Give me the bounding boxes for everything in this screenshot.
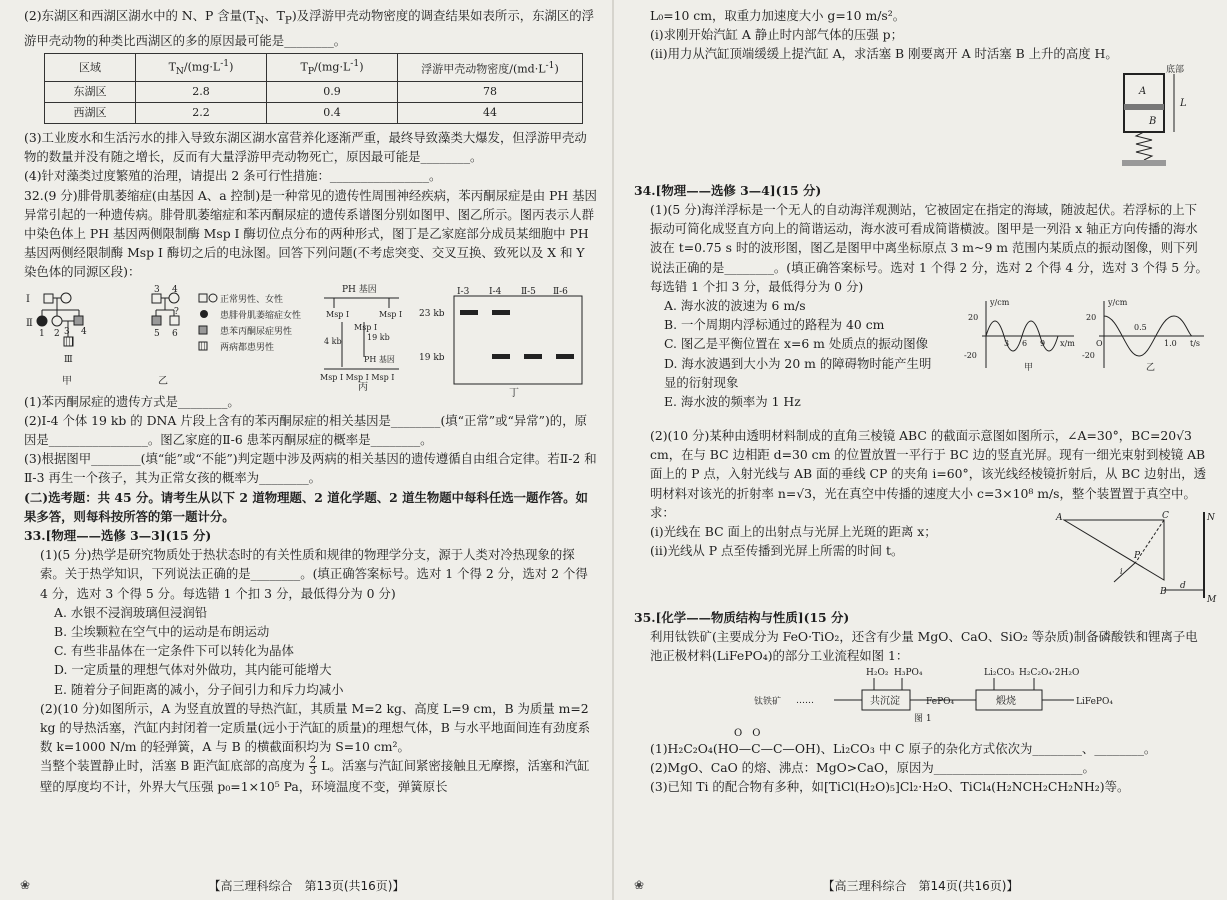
svg-text:患苯丙酮尿症男性: 患苯丙酮尿症男性: [220, 326, 293, 337]
svg-text:钛铁矿: 钛铁矿: [754, 696, 782, 707]
svg-text:20: 20: [1086, 313, 1097, 323]
svg-text:y/cm: y/cm: [990, 298, 1010, 308]
q31-2: (2)东湖区和西湖区湖水中的 N、P 含量($T_N$、$T_P$)及浮游甲壳动物密度的调查结果如表所示，东湖区的浮游甲壳动物的种类比西湖区的多的原因最可能是________。: [24, 8, 595, 48]
table-cell: 2.2: [136, 102, 267, 123]
q35-3: (3)已知 Ti 的配合物有多种，如[TiCl(H₂O)₅]Cl₂·H₂O、TiCl₄(H₂NCH₂CH₂NH₂)等。: [650, 779, 1130, 795]
q31-4: (4)针对藻类过度繁殖的治理，请提出 2 条可行性措施：________________。: [24, 168, 442, 184]
q33-cont-3: (ⅱ)用力从汽缸顶端缓缓上提汽缸 A，求活塞 B 刚要离开 A 时活塞 B 上升的高度 H。: [650, 46, 1118, 62]
svg-text:图 1: 图 1: [914, 713, 932, 724]
svg-text:3: 3: [1004, 339, 1010, 349]
svg-text:6: 6: [172, 328, 178, 339]
q34-2-ii: (ⅱ)光线从 P 点至传播到光屏上所需的时间 t。: [650, 543, 904, 559]
q33-cont-1: L₀=10 cm，取重力加速度大小 g=10 m/s²。: [650, 8, 906, 23]
q35-title: 35.[化学——物质结构与性质](15 分): [634, 610, 850, 626]
svg-text:20: 20: [968, 313, 979, 323]
q33-2: (2)(10 分)如图所示，A 为竖直放置的导热汽缸，其质量 M=2 kg、高度 L=9 cm，B 为质量 m=2 kg 的导热活塞，汽缸内封闭着一定质量(远小于汽缸的质量)的理想气体，B 与水平地面间连有劲度系数 k=1000 N/m 的轻弹簧，A 与 B 的横截面积均为 S=10 cm²。: [40, 700, 591, 755]
q32-3: (3)根据图甲________(填“能”或“不能”)判定题中涉及两病的相关基因的遗传遵循自由组合定律。若Ⅱ-2 和Ⅱ-3 再生一个孩子，其为正常女孩的概率为________。: [24, 451, 597, 486]
svg-text:3: 3: [64, 326, 70, 337]
survey-table: [44, 53, 583, 124]
svg-text:Li₂CO₃: Li₂CO₃: [984, 667, 1015, 678]
table-header-row: [45, 53, 583, 81]
svg-text:患腓骨肌萎缩症女性: 患腓骨肌萎缩症女性: [220, 310, 302, 321]
q34-title: 34.[物理——选修 3—4](15 分): [634, 182, 822, 198]
pedigree-figure: [24, 282, 599, 399]
svg-text:P: P: [1134, 551, 1141, 562]
table-cell: 0.4: [267, 102, 398, 123]
table-cell: 西湖区: [45, 102, 136, 123]
svg-text:M: M: [1207, 595, 1217, 606]
svg-text:……: ……: [796, 695, 814, 706]
svg-text:Ⅲ: Ⅲ: [64, 354, 73, 365]
table-cell: 2.8: [136, 81, 267, 102]
svg-text:d: d: [1180, 581, 1186, 592]
fraction: $\frac{2}{3}$: [309, 755, 317, 778]
svg-text:FePO₄: FePO₄: [926, 696, 955, 707]
svg-text:1: 1: [39, 328, 45, 339]
q33-option: C. 有些非晶体在一定条件下可以转化为晶体: [54, 643, 294, 659]
table-cell: 78: [398, 81, 583, 102]
q33-option: A. 水银不浸润玻璃但浸润铅: [54, 604, 208, 620]
svg-text:N: N: [1207, 513, 1215, 524]
q33-1: (1)(5 分)热学是研究物质处于热状态时的有关性质和规律的物理学分支，源于人类对冷热现象的探索。关于热学知识，下列说法正确的是________。(填正确答案标号。选对 1 个得 2 分，选对 2 个得 4 分，选对 3 个得 5 分。每选错 1 个扣 3 分，最低得分为 0 分): [40, 547, 588, 601]
svg-text:4: 4: [172, 284, 178, 295]
svg-text:甲: 甲: [1024, 363, 1034, 374]
q34-2: (2)(10 分)某种由透明材料制成的直角三棱镜 ABC 的截面示意图如图所示，∠A=30°，BC=20√3 cm，在与 BC 边相距 d=30 cm 的位置放置一平行于 BC 边的竖直光屏。现有一细光束射到棱镜 AB 面上的 P 点，入射光线与 AB 面的垂线 CP 的夹角 i=60°，该光线经棱镜折射后，从 BC 边射出，透明材料对该光的折射率 n=√3，光在真空中传播的速度大小 c=3×10⁸ m/s，整个装置置于真空中。求：: [650, 428, 1207, 520]
table-cell: 东湖区: [45, 81, 136, 102]
q33-option: E. 随着分子间距离的减小，分子间引力和斥力均减小: [54, 681, 344, 697]
q35-2: (2)MgO、CaO 的熔、沸点：MgO>CaO，原因为________________________。: [650, 760, 1095, 776]
svg-text:1.0: 1.0: [1164, 339, 1177, 349]
svg-text:LiFePO₄: LiFePO₄: [1076, 696, 1113, 707]
svg-text:O: O: [1096, 339, 1103, 349]
svg-text:4: 4: [81, 326, 87, 337]
label-jia: 甲: [62, 375, 72, 387]
svg-text:t/s: t/s: [1190, 339, 1201, 349]
svg-text:23 kb: 23 kb: [419, 308, 445, 319]
svg-text:2: 2: [54, 328, 60, 339]
svg-text:Ⅱ: Ⅱ: [26, 317, 33, 329]
svg-text:i: i: [1120, 567, 1123, 577]
svg-text:x/m: x/m: [1060, 339, 1075, 349]
svg-text:H₃PO₄: H₃PO₄: [894, 667, 923, 678]
publisher-logo-icon: ❀: [634, 878, 645, 892]
svg-text:Ⅰ: Ⅰ: [26, 293, 30, 305]
q33-title: 33.[物理——选修 3—3](15 分): [24, 527, 212, 543]
svg-text:H₂C₂O₄·2H₂O: H₂C₂O₄·2H₂O: [1019, 667, 1080, 678]
svg-text:6: 6: [1022, 339, 1028, 349]
page-footer: 【高三理科综合 第13页(共16页)】: [208, 879, 405, 893]
svg-text:5: 5: [154, 328, 160, 339]
table-row: [45, 102, 583, 123]
wave-graphs: [964, 296, 1209, 376]
table-cell: 44: [398, 102, 583, 123]
svg-text:Msp Ⅰ: Msp Ⅰ: [354, 322, 378, 332]
svg-text:A: A: [1056, 513, 1063, 524]
svg-text:Ⅰ-4: Ⅰ-4: [489, 286, 502, 297]
svg-text:19 kb: 19 kb: [367, 332, 390, 342]
svg-text:两病都患男性: 两病都患男性: [220, 342, 275, 353]
q31-3: (3)工业废水和生活污水的排入导致东湖区湖水富营养化逐渐严重，最终导致藻类大爆发，但浮游甲壳动物的数量并没有随之增长，反而有大量浮游甲壳动物死亡，原因最可能是________。: [24, 129, 587, 165]
restriction-map-bing: [320, 283, 402, 393]
electrophoresis-ding: [419, 287, 582, 399]
label-yi: 乙: [158, 375, 168, 387]
table-cell: 0.9: [267, 81, 398, 102]
svg-text:PH 基因: PH 基因: [342, 284, 377, 295]
q33-option: D. 一定质量的理想气体对外做功，其内能可能增大: [54, 662, 332, 678]
table-header: $T_N/(mg\cdot L^{-1})$: [136, 53, 267, 81]
page-footer: 【高三理科综合 第14页(共16页)】: [822, 879, 1019, 893]
q33-2-text: 当整个装置静止时，活塞 B 距汽缸底部的高度为: [40, 758, 305, 774]
q34-1: (1)(5 分)海洋浮标是一个无人的自动海洋观测站，它被固定在指定的海域，随波起伏。若浮标的上下振动可简化成竖直方向上的简谐运动，海水波可看成简谐横波。图甲是一列沿 x 轴正方向传播的海水波在 t=0.75 s 时的波形图，图乙是图甲中离坐标原点 3 m~9 m 范围内某质点的振动图像，则下列说法正确的是________。(填正确答案标号。选对 1 个得 2 分，选对 2 个得 4 分，选对 3 个得 5 分。每选错 1 个扣 3 分，最低得分为 0 分): [650, 202, 1208, 294]
svg-text:B: B: [1149, 115, 1157, 127]
q33-2-text-2: L。活塞与汽缸间紧密接触且无摩擦，活塞和汽缸壁的厚度均不计，外界大气压强 p₀=1×10⁵ Pa，环境温度不变，弹簧原长: [40, 758, 590, 795]
svg-text:正常男性、女性: 正常男性、女性: [220, 294, 284, 305]
svg-text:丙: 丙: [358, 381, 368, 393]
svg-text:C: C: [1162, 511, 1169, 522]
svg-text:底部: 底部: [1166, 64, 1185, 75]
wave-graph-jia: [964, 298, 1075, 373]
q32-2: (2)Ⅰ-4 个体 19 kb 的 DNA 片段上含有的苯丙酮尿症的相关基因是________(填“正常”或“异常”)的，原因是________________。图乙家庭的Ⅱ-6 患苯丙酮尿症的概率是________。: [24, 412, 587, 447]
svg-text:Ⅱ-5: Ⅱ-5: [521, 286, 536, 297]
q34-option: A. 海水波的波速为 6 m/s: [664, 298, 806, 314]
svg-text:PH 基因: PH 基因: [364, 354, 395, 364]
table-header: $T_P/(mg\cdot L^{-1})$: [267, 53, 398, 81]
q34-option: B. 一个周期内浮标通过的路程为 40 cm: [664, 317, 885, 333]
q33-cont-2: (ⅰ)求刚开始汽缸 A 静止时内部气体的压强 p；: [650, 27, 903, 43]
q33-option: B. 尘埃颗粒在空气中的运动是布朗运动: [54, 623, 270, 639]
q34-2-i: (ⅰ)光线在 BC 面上的出射点与光屏上光斑的距离 x；: [650, 524, 937, 540]
flowchart-figure: [634, 666, 1209, 724]
cylinder-figure: [634, 64, 1209, 176]
wave-graph-yi: [1082, 298, 1204, 373]
page-13: [0, 0, 613, 900]
svg-text:Ⅰ-3: Ⅰ-3: [457, 286, 470, 297]
q34-options-block: [634, 296, 1209, 426]
q34-2-sub-block: [634, 511, 1217, 608]
svg-text:共沉淀: 共沉淀: [870, 695, 900, 707]
svg-text:Msp Ⅰ: Msp Ⅰ: [379, 309, 403, 319]
table-header: 区域: [45, 53, 136, 81]
svg-text:丁: 丁: [509, 387, 519, 399]
table-header: 浮游甲壳动物密度$/(md\cdot L^{-1})$: [398, 53, 583, 81]
svg-text:4 kb: 4 kb: [324, 336, 342, 346]
svg-text:L: L: [1180, 97, 1187, 109]
svg-text:?: ?: [174, 306, 179, 317]
page-14: [614, 0, 1227, 900]
publisher-logo-icon: ❀: [20, 878, 31, 892]
svg-text:A: A: [1139, 85, 1147, 97]
svg-text:煅烧: 煅烧: [996, 695, 1016, 707]
svg-text:y/cm: y/cm: [1108, 298, 1128, 308]
prism-figure: [1054, 510, 1217, 610]
svg-text:19 kb: 19 kb: [419, 352, 445, 363]
svg-text:Ⅱ-6: Ⅱ-6: [553, 286, 568, 297]
q33-2-cont: [24, 756, 599, 796]
q34-option: C. 图乙是平衡位置在 x=6 m 处质点的振动图像: [664, 336, 928, 352]
svg-text:9: 9: [1040, 339, 1046, 349]
svg-text:3: 3: [154, 284, 160, 295]
q35-stem: 利用钛铁矿(主要成分为 FeO·TiO₂，还含有少量 MgO、CaO、SiO₂ 等杂质)制备磷酸铁和锂离子电池正极材料(LiFePO₄)的部分工业流程如图 1：: [650, 629, 1198, 664]
svg-text:Msp Ⅰ Msp Ⅰ Msp Ⅰ: Msp Ⅰ Msp Ⅰ Msp Ⅰ: [320, 372, 395, 382]
svg-text:-20: -20: [964, 351, 977, 361]
svg-text:乙: 乙: [1146, 363, 1156, 374]
q32-1: (1)苯丙酮尿症的遗传方式是________。: [24, 393, 240, 409]
q34-option: E. 海水波的频率为 1 Hz: [664, 394, 801, 410]
svg-text:Msp Ⅰ: Msp Ⅰ: [326, 309, 350, 319]
svg-text:B: B: [1160, 587, 1167, 598]
section-elective: (二)选考题：共 45 分。请考生从以下 2 道物理题、2 道化学题、2 道生物题中每科任选一题作答。如果多答，则每科按所答的第一题计分。: [24, 489, 588, 524]
q34-option: D. 海水波遇到大小为 20 m 的障碍物时能产生明显的衍射现象: [664, 355, 932, 390]
oxalic-acid-oxygens: O O: [734, 727, 761, 739]
pedigree-legend: [199, 293, 301, 353]
q34-options: [634, 296, 934, 411]
svg-text:0.5: 0.5: [1134, 323, 1147, 333]
svg-text:-20: -20: [1082, 351, 1095, 361]
table-row: [45, 81, 583, 102]
svg-text:H₂O₂: H₂O₂: [866, 667, 889, 678]
q32-stem: 32.(9 分)腓骨肌萎缩症(由基因 A、a 控制)是一种常见的遗传性周围神经疾病，苯丙酮尿症是由 PH 基因异常引起的一种遗传病。腓骨肌萎缩症和苯丙酮尿症的遗传系谱图分别如图甲、图乙所示。图丙表示人群中染色体上 PH 基因两侧限制酶 Msp Ⅰ 酶切位点分布的两种形式，图丁是乙家庭部分成员某细胞中 PH 基因两侧经限制酶 Msp Ⅰ 酶切之后的电泳图。回答下列问题(不考虑突变、交叉互换、致死以及 X 和 Y 染色体的同源区段)：: [24, 187, 597, 280]
q35-1: (1)H₂C₂O₄(HO—C—C—OH)、Li₂CO₃ 中 C 原子的杂化方式依次为________、________。: [650, 740, 1157, 756]
